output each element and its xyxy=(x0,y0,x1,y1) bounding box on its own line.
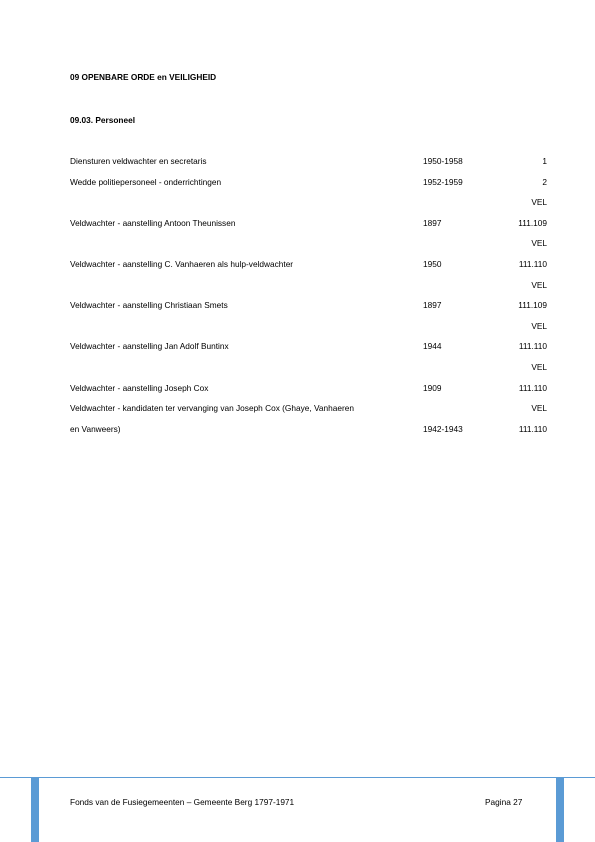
entry-years: 1950-1958 xyxy=(423,156,463,166)
entry-years: 1944 xyxy=(423,341,442,352)
entry-years: 1897 xyxy=(423,300,442,311)
entry-description: Diensturen veldwachter en secretaris xyxy=(70,156,207,166)
entry-description: Veldwachter - aanstelling C. Vanhaeren als hulp-veldwachter xyxy=(70,259,294,269)
footer-left-accent-bar xyxy=(31,778,39,842)
entry-ref-prefix: VEL xyxy=(531,238,547,249)
subsection-title: 09.03. Personeel xyxy=(70,115,136,125)
entry-ref-number: 111.110 xyxy=(518,382,547,393)
entry-years: 1950 xyxy=(423,259,442,269)
entry-description: Veldwachter - kandidaten ter vervanging van Joseph Cox (Ghaye, Vanhaeren xyxy=(70,403,354,414)
page-number: Pagina 27 xyxy=(485,797,523,807)
entry-ref-number: 111.110 xyxy=(518,341,547,352)
footer-divider xyxy=(0,777,595,778)
entry-ref-number: 2 xyxy=(542,176,547,187)
entry-ref-prefix: VEL xyxy=(531,197,547,208)
entry-ref-prefix: VEL xyxy=(531,279,547,290)
entry-description: Wedde politiepersoneel - onderrichtingen xyxy=(70,176,222,187)
entry-ref-number: 111.110 xyxy=(518,259,547,269)
footer-right-accent-bar xyxy=(556,778,564,842)
entry-description: Veldwachter - aanstelling Joseph Cox xyxy=(70,382,209,393)
section-title: 09 OPENBARE ORDE en VEILIGHEID xyxy=(70,72,217,82)
entry-years: 1952-1959 xyxy=(423,176,463,187)
entry-years: 1909 xyxy=(423,382,442,393)
entry-ref-number: 111.110 xyxy=(518,423,547,434)
entry-ref-prefix: VEL xyxy=(531,320,547,331)
entry-ref-number: 1 xyxy=(542,156,547,166)
entry-years: 1897 xyxy=(423,217,442,228)
entry-description: Veldwachter - aanstelling Christiaan Smets xyxy=(70,300,228,311)
entry-ref-number: 111.109 xyxy=(518,300,547,311)
entry-description: Veldwachter - aanstelling Jan Adolf Buntinx xyxy=(70,341,229,352)
entry-description: Veldwachter - aanstelling Antoon Theunissen xyxy=(70,217,236,228)
entry-years: 1942-1943 xyxy=(423,423,463,434)
footer-title: Fonds van de Fusiegemeenten – Gemeente Berg 1797-1971 xyxy=(70,797,295,807)
entry-ref-number: 111.109 xyxy=(518,217,547,228)
entry-ref-prefix: VEL xyxy=(531,362,547,372)
entry-description: en Vanweers) xyxy=(70,423,121,434)
entry-ref-prefix: VEL xyxy=(531,403,547,414)
